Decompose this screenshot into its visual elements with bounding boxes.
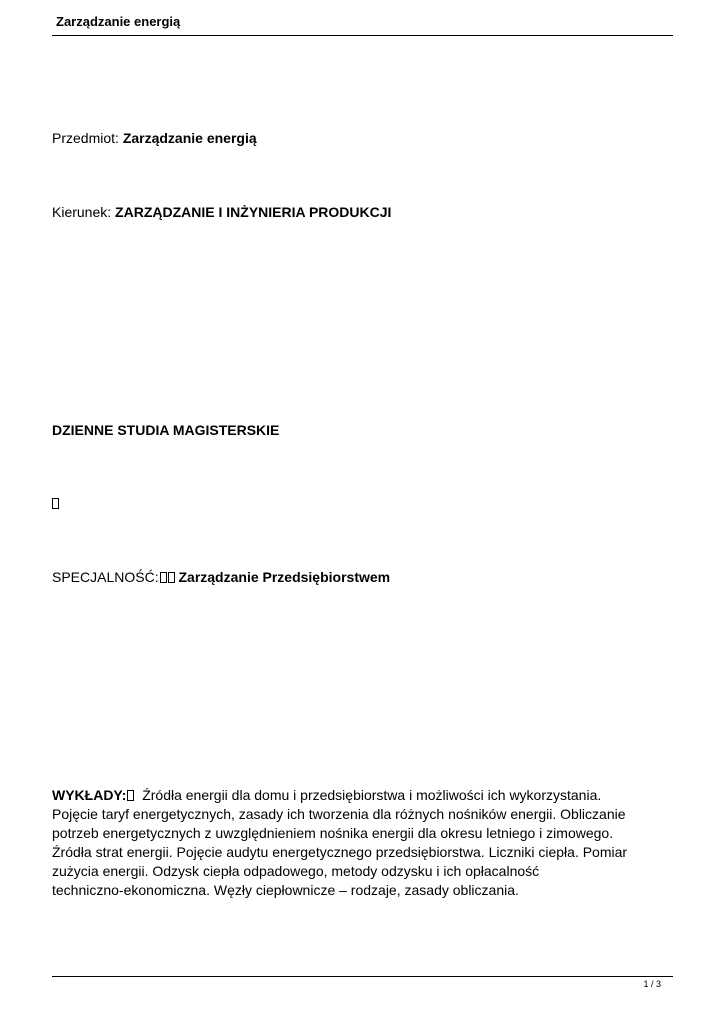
- field-line: [52, 203, 391, 221]
- missing-glyph-icon: [52, 498, 59, 509]
- specialty-value: Zarządzanie Przedsiębiorstwem: [178, 569, 391, 585]
- specialty-label: SPECJALNOŚĆ:: [52, 569, 159, 585]
- subject-line: [52, 129, 257, 147]
- field-value: ZARZĄDZANIE I INŻYNIERIA PRODUKCJI: [115, 204, 392, 220]
- subject-value: Zarządzanie energią: [122, 130, 257, 146]
- page-number: 1 / 3: [643, 979, 661, 989]
- study-mode: DZIENNE STUDIA MAGISTERSKIE: [52, 422, 280, 438]
- lectures-line: potrzeb energetycznych z uwzględnieniem nośnika energii dla okresu letniego i zimowego.: [52, 825, 614, 841]
- specialty-line: [52, 568, 390, 586]
- lectures-line: techniczno-ekonomiczna. Węzły ciepłownicze – rodzaje, zasady obliczania.: [52, 882, 519, 898]
- lectures-line: zużycia energii. Odzysk ciepła odpadowego, metody odzysku i ich opłacalność: [52, 863, 540, 879]
- missing-glyph-icon: [127, 790, 134, 801]
- field-label: Kierunek:: [52, 204, 116, 220]
- lectures-line: Pojęcie taryf energetycznych, zasady ich tworzenia dla różnych nośników energii. Obliczanie: [52, 806, 626, 822]
- lectures-line: Źródła strat energii. Pojęcie audytu energetycznego przedsiębiorstwa. Liczniki ciepła. Pomiar: [52, 844, 628, 860]
- lectures-text: Źródła energii dla domu i przedsiębiorstwa i możliwości ich wykorzystania.: [142, 787, 602, 803]
- lectures-label: WYKŁADY:: [52, 787, 127, 803]
- subject-label: Przedmiot:: [52, 130, 123, 146]
- footer-divider: [52, 976, 673, 977]
- missing-glyph-icon: [160, 572, 167, 583]
- lectures-line: [52, 786, 672, 805]
- missing-glyph-icon: [168, 572, 175, 583]
- header-divider: [52, 35, 673, 36]
- page-header-title: Zarządzanie energią: [56, 14, 181, 29]
- lectures-paragraph: [52, 786, 672, 900]
